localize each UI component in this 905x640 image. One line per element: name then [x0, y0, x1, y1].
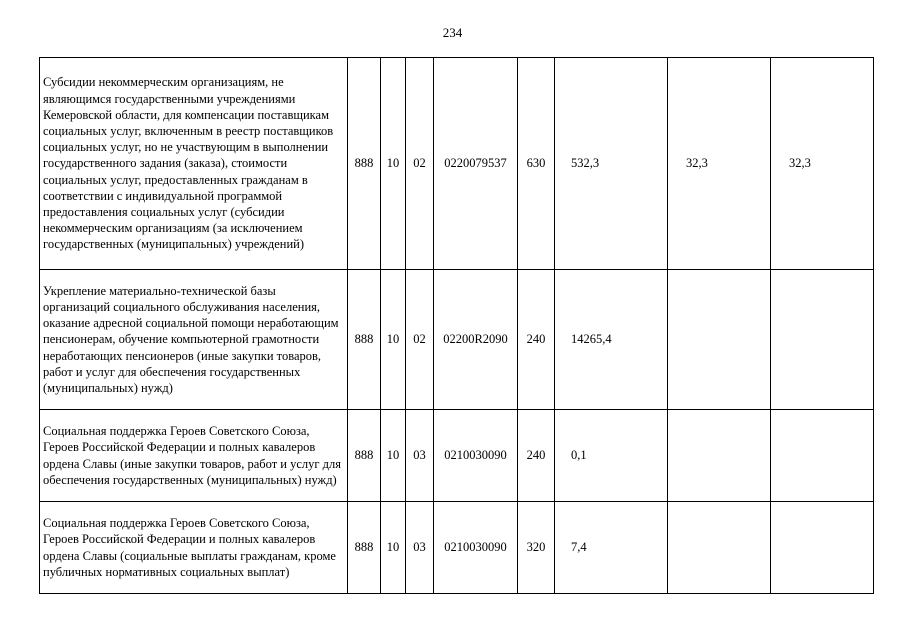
target-article-code: 0220079537	[434, 58, 518, 270]
expense-type-code: 630	[518, 58, 555, 270]
amount-year-2	[668, 410, 771, 502]
amount-year-2	[668, 270, 771, 410]
amount-year-1: 7,4	[555, 502, 668, 594]
amount-year-3	[771, 410, 874, 502]
section-code: 10	[381, 502, 406, 594]
section-code: 10	[381, 410, 406, 502]
target-article-code: 02200R2090	[434, 270, 518, 410]
subsection-code: 03	[406, 502, 434, 594]
section-code: 10	[381, 270, 406, 410]
table-row	[40, 58, 874, 270]
amount-year-3	[771, 270, 874, 410]
amount-year-2	[668, 502, 771, 594]
target-article-code: 0210030090	[434, 410, 518, 502]
subsection-code: 02	[406, 270, 434, 410]
target-article-code: 0210030090	[434, 502, 518, 594]
expense-type-code: 320	[518, 502, 555, 594]
budget-table	[39, 57, 874, 594]
amount-year-1: 0,1	[555, 410, 668, 502]
amount-year-3	[771, 502, 874, 594]
ministry-code: 888	[348, 502, 381, 594]
table-row	[40, 410, 874, 502]
page-number: 234	[442, 25, 463, 40]
ministry-code: 888	[348, 58, 381, 270]
ministry-code: 888	[348, 410, 381, 502]
amount-year-1: 14265,4	[555, 270, 668, 410]
amount-year-2: 32,3	[668, 58, 771, 270]
row-description: Укрепление материально-технической базы организаций социального обслуживания населения, оказание адресной социальной помощи неработающим пенсионерам, обучение компьютерной грамотности неработающих пенсионеров (иные закупки товаров, работ и услуг для обеспечения государственных (муниципальных) нужд)	[40, 270, 348, 410]
ministry-code: 888	[348, 270, 381, 410]
section-code: 10	[381, 58, 406, 270]
expense-type-code: 240	[518, 270, 555, 410]
row-description: Субсидии некоммерческим организациям, не являющимся государственными учреждениями Кемеровской области, для компенсации поставщикам социальных услуг, включенным в реестр поставщиков социальных услуг, но не участвующим в выполнении государственного задания (заказа), стоимости социальных услуг, предоставленных гражданам в соответствии с индивидуальной программой предоставления социальных услуг (субсидии некоммерческим организациям (за исключением государственных (муниципальных) учреждений)	[40, 58, 348, 270]
row-description: Социальная поддержка Героев Советского Союза, Героев Российской Федерации и полных кавалеров ордена Славы (социальные выплаты гражданам, кроме публичных нормативных социальных выплат)	[40, 502, 348, 594]
expense-type-code: 240	[518, 410, 555, 502]
subsection-code: 02	[406, 58, 434, 270]
subsection-code: 03	[406, 410, 434, 502]
row-description: Социальная поддержка Героев Советского Союза, Героев Российской Федерации и полных кавалеров ордена Славы (иные закупки товаров, работ и услуг для обеспечения государственных (муниципальных) нужд)	[40, 410, 348, 502]
table-row	[40, 502, 874, 594]
amount-year-3: 32,3	[771, 58, 874, 270]
table-row	[40, 270, 874, 410]
amount-year-1: 532,3	[555, 58, 668, 270]
